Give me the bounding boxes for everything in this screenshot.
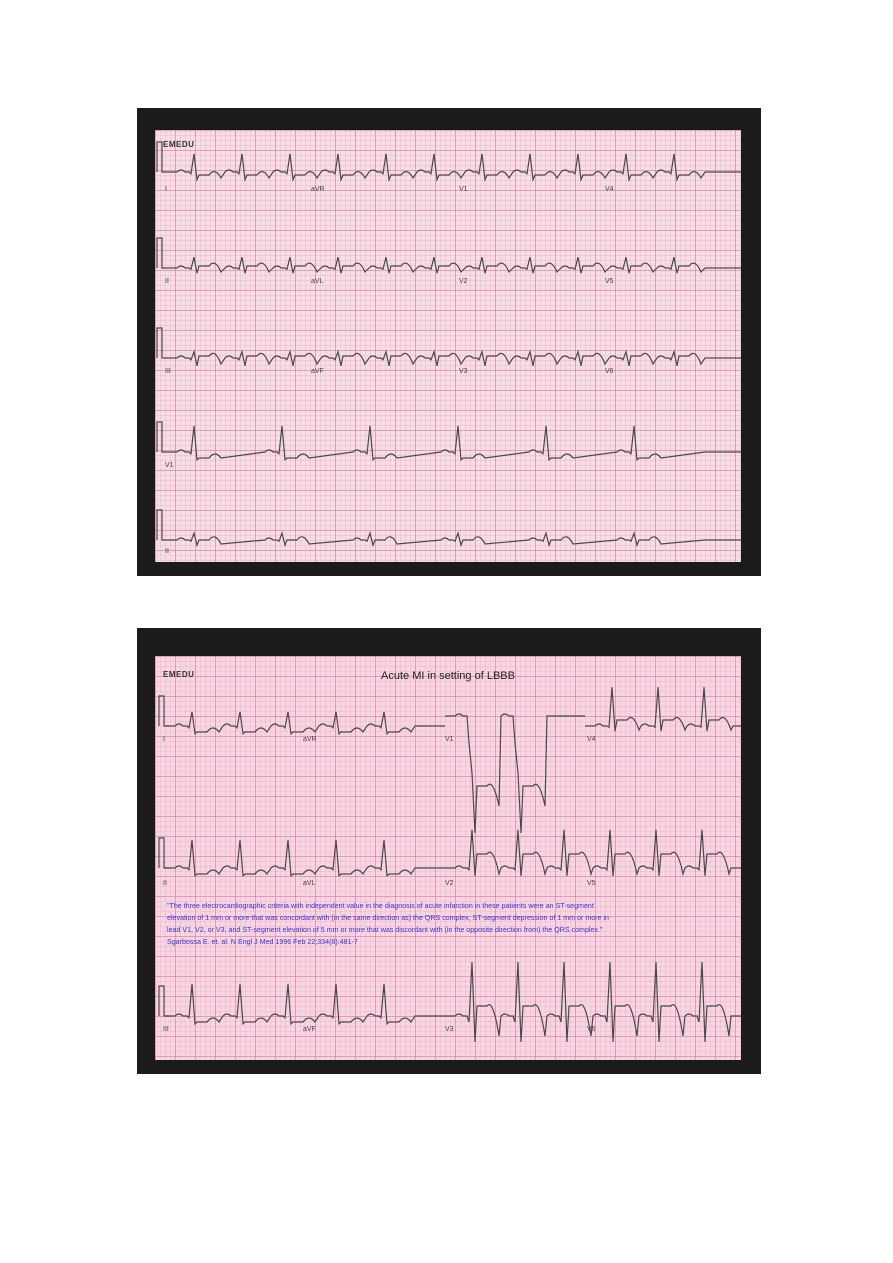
ecg-trace — [165, 712, 445, 734]
lead-label: V3 — [445, 1026, 454, 1033]
lead-label: V2 — [445, 880, 454, 887]
ecg-trace — [167, 154, 741, 180]
lead-label: aVF — [311, 368, 324, 375]
brand-label: EMEDU — [163, 140, 195, 149]
ecg-paper-2 — [155, 656, 741, 1060]
ecg-traces-2 — [155, 656, 741, 1060]
lead-label: V3 — [459, 368, 468, 375]
lead-label: II — [165, 278, 169, 285]
sgarbossa-quote: "The three electrocardiographic criteria with independent value in the diagnosis of acute infarction in these patients were an ST-segment elevation of 1 mm or more that was concordant with (in the same direction as) the QRS complex, ST-segment depression of 1 mm or more in lead V1, V2, or V3, and ST-segment elevation of 5 mm or more that was discordant with (in the opposite direction from) the QRS complex." Sgarbossa E. et. al. N Engl J Med 1996 Feb 22;334(8):481-7 — [167, 902, 609, 946]
lead-label: V5 — [587, 880, 596, 887]
lead-label: aVL — [311, 278, 324, 285]
lead-label: III — [165, 368, 171, 375]
lead-label: V4 — [587, 736, 596, 743]
calibration-pulse — [157, 238, 167, 268]
calibration-pulse — [157, 422, 167, 452]
ecg-trace — [167, 352, 741, 366]
lead-label: aVL — [303, 880, 316, 887]
lead-label: I — [163, 736, 165, 743]
calibration-pulse — [159, 986, 169, 1016]
ecg-trace — [165, 984, 445, 1024]
lead-label: V1 — [459, 186, 468, 193]
lead-label: aVF — [303, 1026, 316, 1033]
calibration-pulse — [157, 142, 167, 172]
ecg-trace — [445, 830, 741, 876]
brand-label: EMEDU — [163, 670, 195, 679]
lead-label: V6 — [587, 1026, 596, 1033]
lead-label: aVR — [303, 736, 317, 743]
lead-label: V1 — [165, 462, 174, 469]
ecg-paper-1 — [155, 130, 741, 562]
figure-title: Acute MI in setting of LBBB — [381, 670, 515, 682]
ecg-trace — [167, 257, 741, 273]
lead-label: V5 — [605, 278, 614, 285]
lead-label: III — [163, 1026, 169, 1033]
ecg-trace — [167, 533, 741, 545]
lead-label: II — [163, 880, 167, 887]
lead-label: V4 — [605, 186, 614, 193]
calibration-pulse — [157, 510, 167, 540]
ecg-trace — [167, 426, 741, 460]
ecg-trace — [165, 840, 445, 876]
calibration-pulse — [159, 838, 169, 868]
lead-label: V2 — [459, 278, 468, 285]
ecg-figure-2 — [137, 628, 761, 1074]
lead-label: V1 — [445, 736, 454, 743]
calibration-pulse — [159, 696, 169, 726]
ecg-trace — [585, 687, 741, 731]
ecg-traces-1 — [155, 130, 741, 562]
lead-label: I — [165, 186, 167, 193]
ecg-figure-1 — [137, 108, 761, 576]
ecg-trace — [445, 714, 585, 833]
lead-label: II — [165, 548, 169, 555]
lead-label: V6 — [605, 368, 614, 375]
calibration-pulse — [157, 328, 167, 358]
lead-label: aVR — [311, 186, 325, 193]
